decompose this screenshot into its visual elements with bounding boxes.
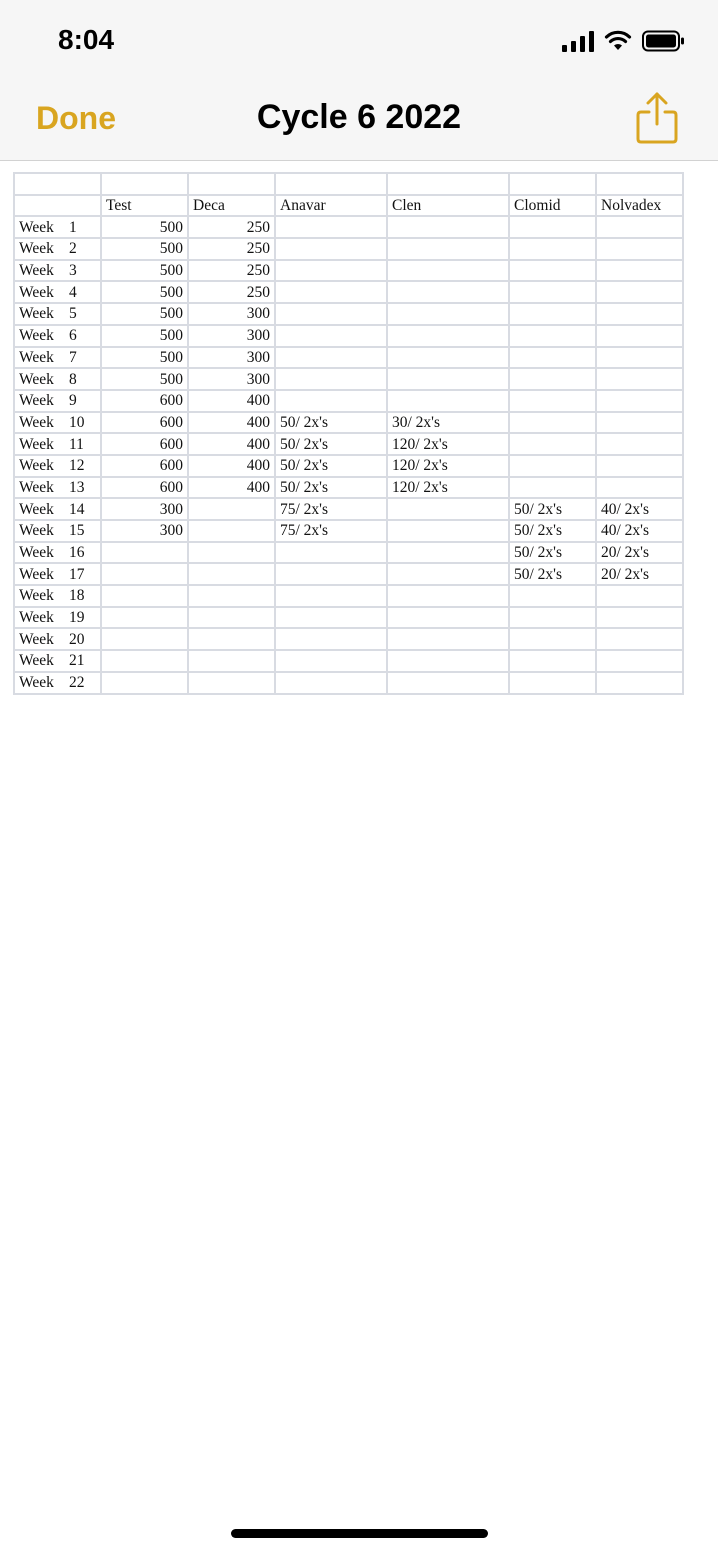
table-cell[interactable] <box>387 216 509 238</box>
table-cell[interactable] <box>387 607 509 629</box>
table-cell[interactable] <box>387 672 509 694</box>
table-cell[interactable] <box>509 325 596 347</box>
table-cell[interactable] <box>275 347 387 369</box>
table-cell[interactable]: 500 <box>101 216 188 238</box>
table-cell[interactable] <box>188 542 275 564</box>
week-label[interactable] <box>14 585 101 607</box>
table-cell[interactable] <box>275 607 387 629</box>
week-number: 7 <box>69 348 77 366</box>
table-cell[interactable] <box>509 455 596 477</box>
table-row <box>14 563 683 585</box>
table-cell[interactable] <box>509 672 596 694</box>
table-row <box>14 303 683 325</box>
table-cell[interactable] <box>387 325 509 347</box>
table-cell[interactable] <box>275 325 387 347</box>
table-row <box>14 455 683 477</box>
table-cell[interactable] <box>596 607 683 629</box>
table-cell[interactable] <box>596 347 683 369</box>
table-row <box>14 650 683 672</box>
table-cell[interactable]: 400 <box>188 455 275 477</box>
table-cell[interactable]: 600 <box>101 477 188 499</box>
table-cell[interactable] <box>596 260 683 282</box>
column-header[interactable]: Anavar <box>275 195 387 217</box>
week-word: Week <box>19 652 54 670</box>
week-number: 6 <box>69 327 77 345</box>
table-cell[interactable] <box>101 585 188 607</box>
table-cell[interactable]: 500 <box>101 281 188 303</box>
table-cell[interactable] <box>188 672 275 694</box>
table-cell[interactable]: 600 <box>101 433 188 455</box>
table-cell[interactable] <box>596 672 683 694</box>
week-word: Week <box>19 544 54 562</box>
table-row <box>14 412 683 434</box>
week-word: Week <box>19 392 54 410</box>
table-cell[interactable]: 300 <box>101 498 188 520</box>
week-label[interactable] <box>14 303 101 325</box>
table-cell[interactable]: 40/ 2x's <box>596 498 683 520</box>
week-number: 9 <box>69 392 77 410</box>
table-cell[interactable] <box>275 585 387 607</box>
week-number: 3 <box>69 262 77 280</box>
week-number: 19 <box>69 609 85 627</box>
week-word: Week <box>19 609 54 627</box>
table-cell[interactable] <box>509 477 596 499</box>
table-row <box>14 390 683 412</box>
table-cell[interactable]: 600 <box>101 455 188 477</box>
table-cell[interactable]: 120/ 2x's <box>387 455 509 477</box>
table-cell[interactable] <box>188 650 275 672</box>
week-number: 20 <box>69 630 85 648</box>
week-number: 5 <box>69 305 77 323</box>
done-button[interactable]: Done <box>36 100 116 136</box>
table-cell[interactable]: 300 <box>188 325 275 347</box>
week-label[interactable] <box>14 477 101 499</box>
week-number: 21 <box>69 652 85 670</box>
week-label[interactable] <box>14 238 101 260</box>
week-label[interactable] <box>14 368 101 390</box>
table-cell[interactable]: 400 <box>188 390 275 412</box>
table-cell[interactable]: 40/ 2x's <box>596 520 683 542</box>
spreadsheet-table <box>13 172 684 695</box>
column-header[interactable]: Clomid <box>509 195 596 217</box>
table-cell[interactable]: 75/ 2x's <box>275 520 387 542</box>
table-cell[interactable]: 400 <box>188 477 275 499</box>
share-icon[interactable] <box>634 90 680 146</box>
week-label[interactable] <box>14 281 101 303</box>
week-word: Week <box>19 500 54 518</box>
table-cell[interactable]: 250 <box>188 216 275 238</box>
week-word: Week <box>19 305 54 323</box>
table-row <box>14 347 683 369</box>
table-cell[interactable] <box>387 650 509 672</box>
table-cell[interactable] <box>101 672 188 694</box>
week-word: Week <box>19 457 54 475</box>
table-cell[interactable] <box>387 303 509 325</box>
table-row <box>14 281 683 303</box>
week-word: Week <box>19 522 54 540</box>
week-label[interactable] <box>14 542 101 564</box>
week-word: Week <box>19 327 54 345</box>
week-label[interactable] <box>14 628 101 650</box>
battery-icon <box>642 30 686 52</box>
table-cell[interactable] <box>509 628 596 650</box>
week-word: Week <box>19 587 54 605</box>
table-cell[interactable] <box>596 628 683 650</box>
week-label[interactable] <box>14 607 101 629</box>
table-cell[interactable] <box>275 173 387 195</box>
week-word: Week <box>19 262 54 280</box>
table-row <box>14 368 683 390</box>
table-cell[interactable]: 500 <box>101 347 188 369</box>
table-row-blank <box>14 173 683 195</box>
table-cell[interactable] <box>509 303 596 325</box>
table-cell[interactable] <box>509 347 596 369</box>
table-cell[interactable] <box>509 368 596 390</box>
table-cell[interactable]: 500 <box>101 238 188 260</box>
table-cell[interactable] <box>188 607 275 629</box>
table-cell[interactable] <box>596 281 683 303</box>
table-cell[interactable] <box>596 650 683 672</box>
cellular-signal-icon <box>562 30 594 52</box>
table-cell[interactable] <box>387 585 509 607</box>
week-number: 14 <box>69 500 85 518</box>
table-row <box>14 672 683 694</box>
table-cell[interactable] <box>596 325 683 347</box>
table-cell[interactable]: 120/ 2x's <box>387 477 509 499</box>
table-cell[interactable] <box>509 412 596 434</box>
week-label[interactable] <box>14 347 101 369</box>
table-header-row <box>14 195 683 217</box>
table-cell[interactable] <box>101 542 188 564</box>
table-cell[interactable] <box>188 498 275 520</box>
week-number: 13 <box>69 478 85 496</box>
week-label[interactable] <box>14 650 101 672</box>
column-header[interactable] <box>14 195 101 217</box>
table-cell[interactable] <box>101 628 188 650</box>
week-word: Week <box>19 565 54 583</box>
table-cell[interactable]: 500 <box>101 260 188 282</box>
table-cell[interactable] <box>275 650 387 672</box>
table-row <box>14 325 683 347</box>
table-cell[interactable] <box>387 368 509 390</box>
column-header[interactable]: Test <box>101 195 188 217</box>
table-cell[interactable] <box>387 238 509 260</box>
week-number: 8 <box>69 370 77 388</box>
table-cell[interactable] <box>275 628 387 650</box>
table-cell[interactable] <box>387 260 509 282</box>
table-cell[interactable]: 75/ 2x's <box>275 498 387 520</box>
wifi-icon <box>604 30 632 52</box>
table-cell[interactable] <box>509 281 596 303</box>
table-cell[interactable] <box>596 477 683 499</box>
table-cell[interactable]: 250 <box>188 281 275 303</box>
table-cell[interactable] <box>275 672 387 694</box>
table-cell[interactable] <box>188 628 275 650</box>
table-cell[interactable] <box>188 563 275 585</box>
table-cell[interactable] <box>596 585 683 607</box>
table-cell[interactable] <box>509 216 596 238</box>
week-word: Week <box>19 283 54 301</box>
table-cell[interactable]: 50/ 2x's <box>275 477 387 499</box>
table-cell[interactable] <box>387 498 509 520</box>
table-cell[interactable]: 50/ 2x's <box>275 455 387 477</box>
table-cell[interactable] <box>275 563 387 585</box>
week-label[interactable] <box>14 433 101 455</box>
week-word: Week <box>19 674 54 692</box>
table-cell[interactable] <box>596 216 683 238</box>
week-number: 16 <box>69 544 85 562</box>
table-cell[interactable]: 50/ 2x's <box>509 520 596 542</box>
table-cell[interactable] <box>101 607 188 629</box>
week-word: Week <box>19 348 54 366</box>
table-cell[interactable] <box>509 260 596 282</box>
status-time: 8:04 <box>58 24 115 55</box>
table-cell[interactable] <box>596 368 683 390</box>
table-cell[interactable]: 50/ 2x's <box>509 498 596 520</box>
table-row <box>14 477 683 499</box>
table-cell[interactable] <box>188 585 275 607</box>
table-cell[interactable]: 250 <box>188 260 275 282</box>
table-cell[interactable] <box>596 412 683 434</box>
table-cell[interactable] <box>387 347 509 369</box>
table-cell[interactable]: 500 <box>101 303 188 325</box>
table-cell[interactable] <box>14 173 101 195</box>
table-row <box>14 542 683 564</box>
table-row <box>14 433 683 455</box>
table-cell[interactable]: 400 <box>188 412 275 434</box>
page-title: Cycle 6 2022 <box>256 98 462 136</box>
table-cell[interactable]: 20/ 2x's <box>596 542 683 564</box>
table-cell[interactable]: 600 <box>101 390 188 412</box>
table-cell[interactable] <box>509 173 596 195</box>
table-cell[interactable]: 500 <box>101 368 188 390</box>
week-word: Week <box>19 630 54 648</box>
week-number: 1 <box>69 218 77 236</box>
table-cell[interactable] <box>509 607 596 629</box>
table-cell[interactable] <box>188 520 275 542</box>
table-cell[interactable] <box>509 650 596 672</box>
week-label[interactable] <box>14 412 101 434</box>
table-cell[interactable] <box>387 628 509 650</box>
table-cell[interactable]: 50/ 2x's <box>509 563 596 585</box>
table-cell[interactable] <box>509 433 596 455</box>
table-cell[interactable]: 300 <box>101 520 188 542</box>
table-cell[interactable]: 500 <box>101 325 188 347</box>
week-number: 10 <box>69 413 85 431</box>
table-row <box>14 260 683 282</box>
week-word: Week <box>19 218 54 236</box>
table-cell[interactable] <box>101 563 188 585</box>
table-cell[interactable]: 300 <box>188 303 275 325</box>
table-cell[interactable] <box>596 455 683 477</box>
table-cell[interactable] <box>596 303 683 325</box>
week-label[interactable] <box>14 520 101 542</box>
home-indicator[interactable] <box>231 1529 488 1538</box>
table-cell[interactable]: 250 <box>188 238 275 260</box>
week-label[interactable] <box>14 325 101 347</box>
table-cell[interactable]: 20/ 2x's <box>596 563 683 585</box>
table-cell[interactable] <box>275 542 387 564</box>
table-cell[interactable]: 400 <box>188 433 275 455</box>
table-row <box>14 216 683 238</box>
table-cell[interactable] <box>101 173 188 195</box>
column-header[interactable]: Nolvadex <box>596 195 683 217</box>
table-row <box>14 607 683 629</box>
table-cell[interactable] <box>188 173 275 195</box>
week-number: 15 <box>69 522 85 540</box>
table-cell[interactable] <box>509 390 596 412</box>
table-cell[interactable] <box>387 173 509 195</box>
week-label[interactable] <box>14 390 101 412</box>
table-cell[interactable] <box>275 368 387 390</box>
week-label[interactable] <box>14 216 101 238</box>
table-cell[interactable] <box>596 390 683 412</box>
table-row <box>14 498 683 520</box>
navigation-bar <box>0 0 718 161</box>
week-label[interactable] <box>14 260 101 282</box>
week-number: 22 <box>69 674 85 692</box>
week-number: 11 <box>69 435 84 453</box>
table-cell[interactable] <box>509 585 596 607</box>
table-cell[interactable]: 300 <box>188 368 275 390</box>
column-header[interactable]: Deca <box>188 195 275 217</box>
table-row <box>14 238 683 260</box>
table-row <box>14 628 683 650</box>
table-cell[interactable]: 30/ 2x's <box>387 412 509 434</box>
table-cell[interactable] <box>275 260 387 282</box>
table-cell[interactable]: 50/ 2x's <box>275 433 387 455</box>
week-word: Week <box>19 478 54 496</box>
week-number: 4 <box>69 283 77 301</box>
week-label[interactable] <box>14 672 101 694</box>
week-word: Week <box>19 413 54 431</box>
table-cell[interactable]: 50/ 2x's <box>275 412 387 434</box>
table-cell[interactable] <box>387 520 509 542</box>
week-word: Week <box>19 370 54 388</box>
week-number: 12 <box>69 457 85 475</box>
week-word: Week <box>19 435 54 453</box>
table-cell[interactable] <box>387 281 509 303</box>
table-cell[interactable] <box>275 281 387 303</box>
week-label[interactable] <box>14 498 101 520</box>
table-cell[interactable] <box>101 650 188 672</box>
table-cell[interactable] <box>275 216 387 238</box>
table-row <box>14 585 683 607</box>
table-cell[interactable] <box>596 173 683 195</box>
table-cell[interactable] <box>275 303 387 325</box>
week-number: 17 <box>69 565 85 583</box>
table-cell[interactable] <box>275 390 387 412</box>
week-word: Week <box>19 240 54 258</box>
table-cell[interactable]: 300 <box>188 347 275 369</box>
table-cell[interactable] <box>387 542 509 564</box>
table-row <box>14 520 683 542</box>
table-cell[interactable] <box>509 238 596 260</box>
table-cell[interactable] <box>275 238 387 260</box>
week-label[interactable] <box>14 563 101 585</box>
week-number: 18 <box>69 587 85 605</box>
table-cell[interactable]: 120/ 2x's <box>387 433 509 455</box>
status-icons <box>562 30 686 52</box>
week-number: 2 <box>69 240 77 258</box>
table-cell[interactable] <box>596 433 683 455</box>
table-cell[interactable] <box>596 238 683 260</box>
table-cell[interactable] <box>387 390 509 412</box>
column-header[interactable]: Clen <box>387 195 509 217</box>
table-cell[interactable]: 50/ 2x's <box>509 542 596 564</box>
table-cell[interactable] <box>387 563 509 585</box>
table-cell[interactable]: 600 <box>101 412 188 434</box>
week-label[interactable] <box>14 455 101 477</box>
